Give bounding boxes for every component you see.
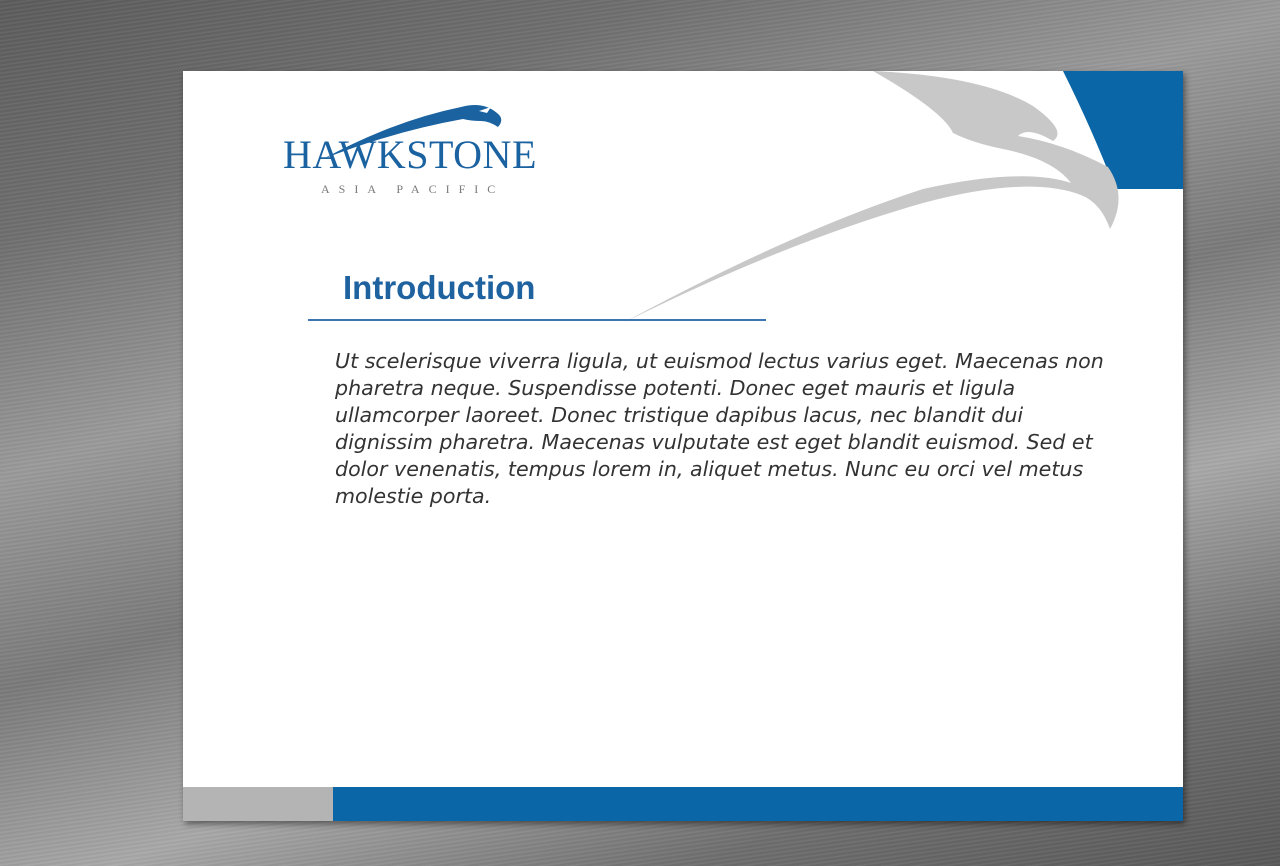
title-divider bbox=[308, 319, 766, 321]
company-logo bbox=[283, 99, 583, 199]
footer-blue-bar bbox=[333, 787, 1183, 821]
logo-wordmark: HAWKSTONE bbox=[283, 132, 537, 177]
slide-title: Introduction bbox=[343, 269, 536, 306]
footer-grey-bar bbox=[183, 787, 333, 821]
logo-subtitle: ASIA PACIFIC bbox=[321, 182, 505, 196]
body-paragraph: Ut scelerisque viverra ligula, ut euismod lectus varius eget. Maecenas non pharetra neque. Suspendisse potenti. Donec eget mauris et ligula ullamcorper laoreet. Donec tristique dapibus lacus, nec blandit dui dignissim pharetra. Maecenas vulputate est eget blandit euismod. Sed et dolor venenatis, tempus lorem in, aliquet metus. Nunc eu orci vel metus molestie porta. bbox=[335, 349, 1104, 508]
slide bbox=[183, 71, 1183, 821]
